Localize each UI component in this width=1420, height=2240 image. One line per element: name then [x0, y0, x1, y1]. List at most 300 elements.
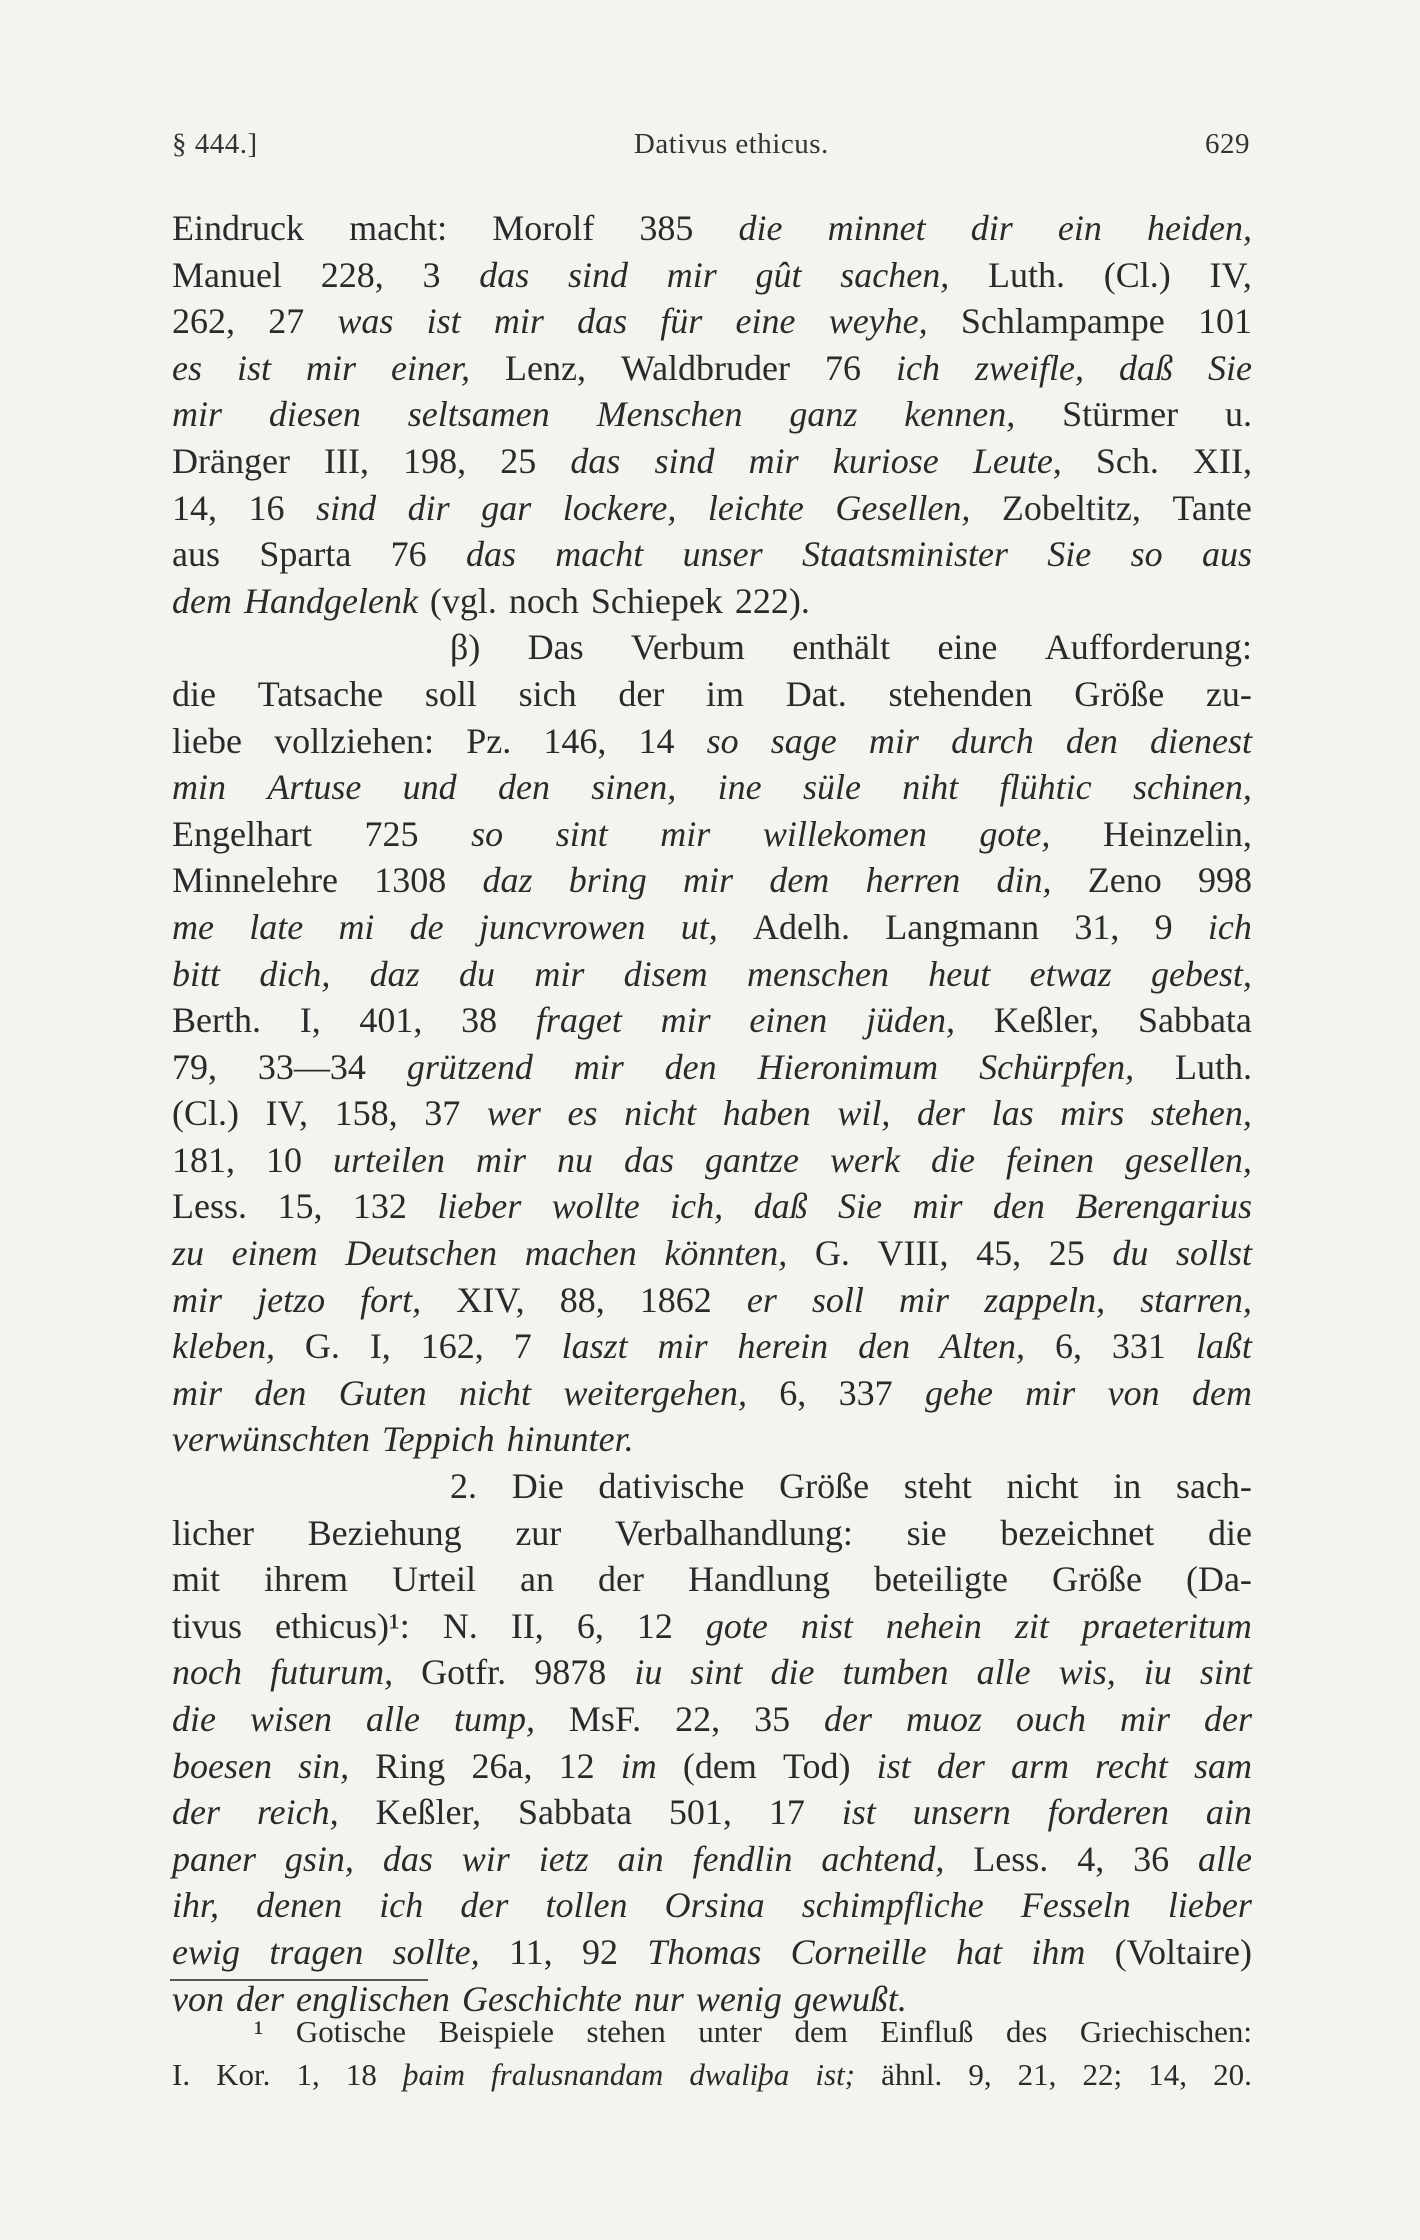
word: 22; — [1082, 2057, 1123, 2092]
word: 337 — [838, 1372, 893, 1413]
word: des — [1005, 2014, 1048, 2049]
italic-word: von — [1107, 1372, 1160, 1413]
italic-word: Artuse — [267, 767, 362, 808]
italic-word: mir — [573, 1046, 624, 1087]
italic-word: den — [497, 767, 550, 808]
italic-word: zu — [172, 1233, 205, 1274]
italic-word: nur — [633, 1978, 684, 2019]
italic-word: Menschen — [596, 394, 743, 435]
italic-word: unser — [682, 534, 763, 575]
footnote-divider — [170, 1979, 428, 1981]
word: 331 — [1111, 1326, 1166, 1367]
word: Engelhart — [172, 813, 312, 854]
word: IV, — [1209, 254, 1252, 295]
text-line — [172, 811, 1252, 858]
italic-word: etwaz — [1029, 953, 1112, 994]
word: tivus — [172, 1605, 243, 1646]
section-number: § 444.] — [172, 128, 258, 160]
italic-word: daß — [1118, 347, 1173, 388]
word: 11, — [508, 1931, 553, 1972]
italic-word: feinen — [1005, 1139, 1094, 1180]
italic-word: kuriose — [832, 440, 939, 481]
italic-word: der — [460, 1885, 509, 1926]
word: Kor. — [216, 2057, 271, 2092]
italic-word: flühtic — [999, 767, 1092, 808]
italic-word: alle — [1198, 1838, 1252, 1879]
italic-word: ich — [1207, 906, 1252, 947]
italic-word: einen — [749, 1000, 828, 1041]
italic-word: für — [660, 301, 703, 342]
word: Sabbata — [517, 1792, 632, 1833]
word: Größe — [779, 1466, 870, 1507]
italic-word: der — [235, 1978, 284, 2019]
word: sich — [518, 673, 577, 714]
italic-word: bitt — [172, 953, 221, 994]
italic-word: nu — [557, 1139, 593, 1180]
italic-word: Teppich — [381, 1419, 495, 1460]
italic-word: mir — [534, 953, 585, 994]
word: Less. — [973, 1838, 1049, 1879]
italic-word: sint — [555, 813, 608, 854]
text-line — [172, 1370, 1252, 1417]
italic-word: gebest, — [1150, 953, 1252, 994]
word: 158, — [334, 1093, 398, 1134]
italic-word: sind — [316, 487, 377, 528]
italic-word: dir — [970, 208, 1013, 248]
word: Luth. — [988, 254, 1065, 295]
italic-word: die — [738, 208, 783, 248]
text-line — [172, 438, 1252, 485]
word: Gotfr. — [421, 1652, 507, 1693]
italic-word: mir — [1120, 1699, 1171, 1739]
word: 10 — [266, 1139, 302, 1180]
word: Zobeltitz, — [1001, 487, 1141, 528]
word: Griechischen: — [1079, 2014, 1252, 2049]
text-line — [172, 1044, 1252, 1091]
word: in — [1113, 1466, 1142, 1507]
word: dativische — [598, 1466, 745, 1507]
footnote-line — [172, 2010, 1252, 2053]
italic-word: paner — [172, 1838, 256, 1879]
word: 25 — [500, 440, 537, 481]
word: unter — [698, 2014, 762, 2049]
italic-word: willekomen — [762, 813, 927, 854]
italic-word: sind — [654, 440, 715, 481]
italic-word: gesellen, — [1124, 1139, 1252, 1180]
word: 222). — [734, 580, 810, 621]
italic-word: den — [858, 1326, 911, 1367]
italic-word: Handgelenk — [243, 580, 418, 621]
italic-word: gote — [705, 1605, 768, 1646]
text-line — [172, 1230, 1252, 1277]
word: bezeichnet — [1000, 1512, 1155, 1553]
text-line — [172, 252, 1252, 299]
italic-word: mirs — [1060, 1093, 1125, 1134]
italic-word: aus — [1201, 534, 1252, 575]
italic-word: das — [465, 534, 516, 575]
word: 25 — [1048, 1233, 1085, 1274]
italic-word: juncvrowen — [478, 906, 646, 947]
word: 198, — [403, 440, 467, 481]
italic-word: tumben — [842, 1652, 949, 1693]
italic-word: denen — [256, 1885, 343, 1926]
italic-word: dem — [1191, 1372, 1252, 1413]
word: Dat. — [785, 673, 847, 714]
word: Waldbruder — [620, 347, 790, 388]
italic-word: der — [1204, 1699, 1252, 1739]
italic-word: gantze — [705, 1139, 800, 1180]
italic-word: wisen — [249, 1699, 332, 1739]
word: Eindruck — [172, 208, 304, 248]
italic-word: diesen — [268, 394, 361, 435]
italic-word: so — [471, 813, 504, 854]
italic-word: ine — [717, 767, 762, 808]
word: Langmann — [885, 906, 1040, 947]
italic-word: fralusnandam — [491, 2057, 664, 2092]
italic-word: min — [172, 767, 226, 808]
word: G. — [814, 1233, 850, 1274]
italic-word: ouch — [1016, 1699, 1087, 1739]
italic-word: machen — [524, 1233, 637, 1274]
word: 162, — [420, 1326, 484, 1367]
word: der — [598, 1559, 644, 1600]
word: 262, — [172, 301, 235, 342]
word: 2. — [450, 1466, 477, 1507]
footnote-block — [172, 2010, 1252, 2096]
italic-word: urteilen — [333, 1139, 445, 1180]
italic-word: leichte — [707, 487, 804, 528]
italic-word: soll — [811, 1279, 864, 1320]
italic-word: durch — [951, 720, 1034, 761]
word: Berth. — [172, 1000, 261, 1041]
word: 37 — [424, 1093, 461, 1134]
word: Zeno — [1087, 860, 1162, 901]
word: vollziehen: — [274, 720, 435, 761]
word: die — [172, 673, 216, 714]
italic-word: daß — [753, 1186, 808, 1227]
italic-word: Leute, — [972, 440, 1062, 481]
italic-word: late — [249, 906, 304, 947]
word: stehen — [586, 2014, 666, 2049]
italic-word: gût — [755, 254, 802, 295]
italic-word: sollst — [1175, 1233, 1252, 1274]
italic-word: gewußt. — [793, 1978, 907, 2019]
italic-word: mi — [338, 906, 375, 947]
italic-word: tragen — [269, 1931, 364, 1972]
italic-word: so — [1130, 534, 1163, 575]
word: Einfluß — [880, 2014, 974, 2049]
word: 21, — [1017, 2057, 1057, 2092]
word: soll — [424, 673, 477, 714]
italic-word: tollen — [545, 1885, 628, 1926]
italic-word: ist — [426, 301, 461, 342]
word: zu- — [1205, 673, 1252, 714]
italic-word: fort, — [360, 1279, 422, 1320]
word: (Voltaire) — [1114, 1931, 1252, 1972]
word: Heinzelin, — [1102, 813, 1252, 854]
word: 26a, — [471, 1745, 533, 1786]
text-line — [172, 1510, 1252, 1557]
word: (Cl.) — [172, 1093, 239, 1134]
word: (dem — [682, 1745, 757, 1786]
italic-word: de — [409, 906, 444, 947]
word: Größe — [1074, 673, 1165, 714]
text-line — [172, 857, 1252, 904]
word: 725 — [364, 813, 419, 854]
italic-word: tump, — [453, 1699, 535, 1739]
word: Luth. — [1174, 1046, 1252, 1087]
word: III, — [324, 440, 370, 481]
word: 79, — [172, 1046, 217, 1087]
text-line — [172, 1882, 1252, 1929]
italic-word: Orsina — [664, 1885, 765, 1926]
word: 7 — [513, 1326, 532, 1367]
text-line — [172, 671, 1252, 718]
italic-word: dir — [407, 487, 450, 528]
word: nicht — [1006, 1466, 1079, 1507]
italic-word: ut, — [680, 906, 718, 947]
word: 16 — [248, 487, 285, 528]
italic-word: unsern — [912, 1792, 1011, 1833]
italic-word: forderen — [1047, 1792, 1169, 1833]
word: die — [1207, 1512, 1252, 1553]
word: Sch. — [1095, 440, 1159, 481]
italic-word: was — [337, 301, 394, 342]
italic-word: mir — [683, 860, 734, 901]
word: Beziehung — [307, 1512, 462, 1553]
word: Dränger — [172, 440, 290, 481]
italic-word: den — [992, 1186, 1045, 1227]
italic-word: jüden, — [866, 1000, 955, 1041]
italic-word: kennen, — [904, 394, 1016, 435]
word: Less. — [172, 1186, 247, 1227]
word: Adelh. — [753, 906, 850, 947]
italic-word: die — [770, 1652, 815, 1693]
italic-word: mir — [493, 301, 544, 342]
italic-word: mir — [912, 1186, 963, 1227]
word: an — [520, 1559, 555, 1600]
word: Tante — [1172, 487, 1252, 528]
text-line — [172, 1323, 1252, 1370]
text-line — [172, 1183, 1252, 1230]
word: Handlung — [688, 1559, 830, 1600]
word: ähnl. — [881, 2057, 943, 2092]
italic-word: laßt — [1195, 1326, 1252, 1367]
word: 12 — [558, 1745, 595, 1786]
italic-word: dem — [172, 580, 232, 621]
italic-word: laszt — [561, 1326, 628, 1367]
italic-word: werk — [830, 1139, 900, 1180]
text-line — [172, 1836, 1252, 1883]
italic-word: heiden, — [1147, 208, 1252, 248]
italic-word: könnten, — [664, 1233, 788, 1274]
word: 6, — [1054, 1326, 1082, 1367]
word: im — [706, 673, 745, 714]
page-number: 629 — [1205, 128, 1250, 160]
italic-word: gsin, — [284, 1838, 354, 1879]
word: 1862 — [639, 1279, 712, 1320]
word: 15, — [277, 1186, 323, 1227]
text-line — [172, 1603, 1252, 1650]
word: Das — [527, 627, 584, 668]
word: ¹ — [254, 2014, 264, 2049]
word: N. — [442, 1605, 478, 1646]
word: licher — [172, 1512, 254, 1553]
word: 38 — [461, 1000, 498, 1041]
word: Die — [511, 1466, 564, 1507]
word: Größe — [1051, 1559, 1142, 1600]
word: Lenz, — [505, 347, 586, 388]
italic-word: wir — [461, 1838, 510, 1879]
italic-word: du — [459, 953, 495, 994]
italic-word: wil, — [837, 1093, 891, 1134]
word: Schlampampe — [960, 301, 1165, 342]
word: 4, — [1077, 1838, 1105, 1879]
italic-word: reich, — [256, 1792, 339, 1833]
running-header — [172, 128, 1250, 161]
text-line — [172, 764, 1252, 811]
italic-word: lieber — [1167, 1885, 1252, 1926]
text-line — [172, 531, 1252, 578]
italic-word: das — [382, 1838, 433, 1879]
italic-word: der — [172, 1792, 220, 1833]
italic-word: disem — [623, 953, 708, 994]
italic-word: alle — [365, 1699, 420, 1739]
word: 18 — [345, 2057, 377, 2092]
italic-word: sinen, — [591, 767, 677, 808]
word: IV, — [265, 1093, 308, 1134]
word: ethicus)¹: — [275, 1605, 410, 1646]
italic-word: das — [570, 440, 621, 481]
word: Beispiele — [438, 2014, 554, 2049]
word: 9878 — [534, 1652, 607, 1693]
italic-word: Berengarius — [1075, 1186, 1252, 1227]
italic-word: das — [479, 254, 530, 295]
text-line — [172, 1743, 1252, 1790]
italic-word: du — [1112, 1233, 1149, 1274]
word: 132 — [352, 1186, 407, 1227]
italic-word: macht — [555, 534, 644, 575]
italic-word: minnet — [827, 208, 926, 248]
italic-word: recht — [1095, 1745, 1168, 1786]
italic-word: eine — [735, 301, 796, 342]
italic-word: muoz — [906, 1699, 983, 1739]
italic-word: Staatsminister — [801, 534, 1008, 575]
word: 76 — [825, 347, 861, 388]
text-line — [172, 997, 1252, 1044]
italic-word: arm — [1011, 1745, 1070, 1786]
italic-word: der — [824, 1699, 873, 1739]
word: Manuel — [172, 254, 282, 295]
italic-word: es — [567, 1093, 598, 1134]
italic-word: dwaliþa — [689, 2057, 790, 2092]
italic-word: und — [402, 767, 457, 808]
italic-word: me — [172, 906, 214, 947]
word: sie — [906, 1512, 947, 1553]
italic-word: er — [746, 1279, 777, 1320]
text-line — [172, 485, 1252, 532]
word: u. — [1224, 394, 1252, 435]
word: Pz. — [466, 720, 512, 761]
word: Schiepek — [590, 580, 723, 621]
italic-word: starren, — [1140, 1279, 1252, 1320]
italic-word: nist — [800, 1605, 853, 1646]
italic-word: im — [620, 1745, 657, 1786]
word: I. — [172, 2057, 191, 2092]
italic-word: sind — [567, 254, 628, 295]
word: (Da- — [1185, 1559, 1252, 1600]
word: 14, — [1148, 2057, 1187, 2092]
italic-word: ietz — [538, 1838, 589, 1879]
italic-word: bring — [568, 860, 647, 901]
italic-word: der — [916, 1093, 965, 1134]
italic-word: stehen, — [1150, 1093, 1252, 1134]
italic-word: ist; — [815, 2057, 856, 2092]
text-line — [172, 1416, 1252, 1463]
word: eine — [937, 627, 998, 668]
word: zur — [515, 1512, 562, 1553]
italic-word: Guten — [338, 1372, 427, 1413]
italic-word: einem — [231, 1233, 318, 1274]
italic-word: menschen — [747, 953, 889, 994]
word: 76 — [390, 534, 427, 575]
word: 92 — [581, 1931, 618, 1972]
italic-word: Geschichte — [461, 1978, 622, 2019]
word: sach- — [1175, 1466, 1252, 1507]
italic-word: Corneille — [790, 1931, 927, 1972]
word: Tatsache — [257, 673, 384, 714]
italic-word: dich, — [259, 953, 331, 994]
italic-word: grützend — [406, 1046, 533, 1087]
word: 1, — [296, 2057, 320, 2092]
italic-word: din, — [996, 860, 1052, 901]
italic-word: zweifle, — [974, 347, 1084, 388]
word: Stürmer — [1062, 394, 1179, 435]
italic-word: ist — [876, 1745, 911, 1786]
italic-word: kleben, — [172, 1326, 275, 1367]
word: steht — [903, 1466, 972, 1507]
italic-word: Alten, — [940, 1326, 1026, 1367]
word: Ring — [375, 1745, 446, 1786]
word: MsF. — [568, 1699, 642, 1739]
italic-word: ihr, — [172, 1885, 220, 1926]
italic-word: ganz — [789, 394, 858, 435]
footnote-line — [172, 2053, 1252, 2096]
italic-word: daz — [482, 860, 533, 901]
text-line — [172, 1556, 1252, 1603]
text-line — [172, 298, 1252, 345]
italic-word: las — [991, 1093, 1034, 1134]
text-line — [172, 1929, 1252, 1976]
italic-word: mir — [657, 1326, 708, 1367]
italic-word: schinen, — [1132, 767, 1252, 808]
word: 501, — [668, 1792, 732, 1833]
italic-word: ich — [379, 1885, 424, 1926]
italic-word: die — [172, 1699, 216, 1739]
word: VIII, — [877, 1233, 949, 1274]
italic-word: gehe — [924, 1372, 993, 1413]
italic-word: noch — [172, 1652, 242, 1693]
word: 101 — [1198, 301, 1252, 342]
italic-word: gar — [481, 487, 532, 528]
text-line — [172, 1137, 1252, 1184]
italic-word: herein — [737, 1326, 829, 1367]
word: 27 — [268, 301, 305, 342]
italic-word: fraget — [535, 1000, 622, 1041]
word: liebe — [172, 720, 242, 761]
text-line — [172, 1696, 1252, 1743]
word: ihrem — [264, 1559, 349, 1600]
